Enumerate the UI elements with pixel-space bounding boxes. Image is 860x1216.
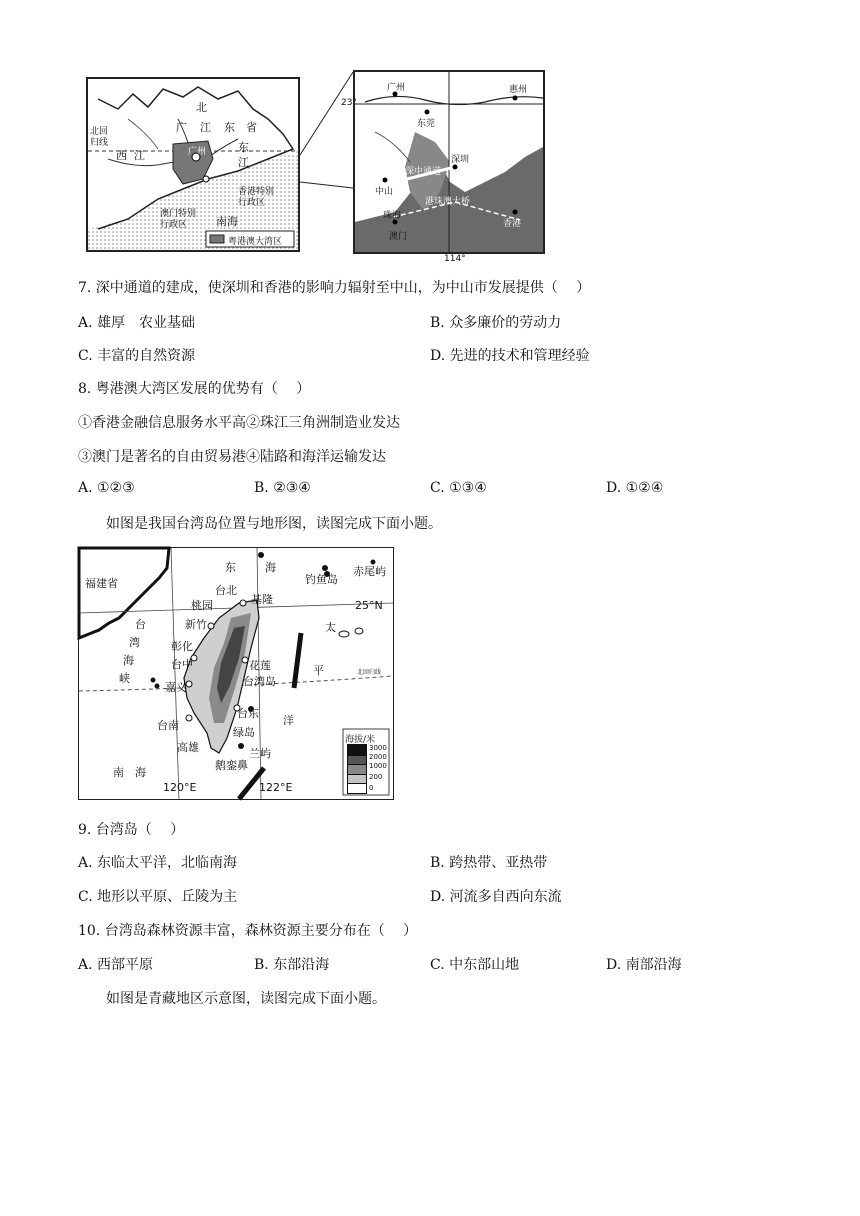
map-connector-lines — [200, 70, 360, 190]
q10-option-c[interactable]: C. 中东部山地 — [430, 957, 520, 973]
label-taidong: 台东 — [237, 707, 259, 720]
label-taiwandao: 台湾岛 — [243, 675, 276, 688]
label-zhongshan: 中山 — [375, 187, 394, 197]
label-strait-xia: 峡 — [119, 672, 130, 685]
label-pacific-ping: 平 — [313, 664, 324, 677]
label-jiang3: 江 — [134, 149, 145, 162]
label-jiang2: 江 — [238, 156, 249, 169]
label-tropic: 北回 归线 — [90, 127, 109, 148]
label-tropic: 北回归线 — [357, 669, 382, 676]
q10-option-a[interactable]: A. 西部平原 — [78, 957, 154, 973]
question-7-stem: 7. 深中通道的建成，使深圳和香港的影响力辐射至中山，为中山市发展提供（ ） — [78, 280, 591, 296]
label-25n: 25°N — [355, 599, 383, 612]
q7-option-a[interactable]: A. 雄厚 农业基础 — [78, 315, 196, 331]
label-huizhou: 惠州 — [509, 85, 528, 95]
label-122e: 122°E — [259, 781, 293, 794]
label-zhanghua: 彰化 — [171, 640, 193, 653]
qingzang-intro: 如图是青藏地区示意图，读图完成下面小题。 — [106, 991, 386, 1007]
label-guang: 广 — [176, 121, 187, 134]
label-nanhai-hai: 海 — [135, 766, 146, 779]
q7-option-c[interactable]: C. 丰富的自然资源 — [78, 348, 196, 364]
label-taibei: 台北 — [215, 584, 237, 597]
label-lvdao: 绿岛 — [233, 726, 255, 739]
legend-swatch — [348, 745, 366, 755]
label-shenzhong-tunnel: 深中通道 — [405, 167, 442, 177]
question-10-stem: 10. 台湾岛森林资源丰富，森林资源主要分布在（ ） — [78, 923, 418, 939]
label-lanyu: 兰屿 — [249, 747, 271, 760]
q7-option-b[interactable]: B. 众多廉价的劳动力 — [430, 315, 562, 331]
legend-tick-2000: 2000 — [369, 753, 387, 761]
label-hongkong: 香港特别 行政区 — [238, 187, 275, 208]
label-jilong: 基隆 — [251, 593, 273, 606]
legend-title: 海拔/米 — [345, 735, 376, 745]
question-8-stem: 8. 粤港澳大湾区发展的优势有（ ） — [78, 381, 311, 397]
label-hai: 海 — [265, 561, 276, 574]
label-pacific-tai: 太 — [325, 621, 336, 634]
label-diaoyu: 钓鱼岛 — [305, 573, 338, 586]
label-chiwei: 赤尾屿 — [353, 565, 386, 578]
label-hualian: 花莲 — [249, 659, 271, 672]
legend-tick-200: 200 — [369, 773, 383, 781]
label-taizhong: 台中 — [171, 658, 193, 671]
taiwan-map — [78, 547, 394, 800]
label-dong: 东 — [224, 121, 235, 134]
label-zhuhai: 珠海 — [383, 211, 402, 221]
legend-swatch — [348, 755, 366, 765]
label-dong: 东 — [225, 561, 236, 574]
label-macau: 澳门特别 行政区 — [160, 209, 197, 230]
label-dongguan: 东莞 — [417, 119, 436, 129]
label-hongkong: 香港 — [503, 219, 522, 229]
label-pacific-yang: 洋 — [283, 714, 294, 727]
label-gaoxiong: 高雄 — [177, 741, 199, 754]
label-xi: 西 — [116, 149, 127, 162]
question-9-stem: 9. 台湾岛（ ） — [78, 822, 185, 838]
q10-option-b[interactable]: B. 东部沿海 — [254, 957, 330, 973]
label-taoyuan: 桃园 — [191, 599, 213, 612]
q8-option-a[interactable]: A. ①②③ — [78, 480, 135, 496]
label-guangzhou: 广州 — [188, 147, 207, 157]
q9-option-a[interactable]: A. 东临太平洋，北临南海 — [78, 855, 238, 871]
label-120e: 120°E — [163, 781, 197, 794]
taiwan-intro: 如图是我国台湾岛位置与地形图，读图完成下面小题。 — [106, 516, 442, 532]
label-hzmb: 港珠澳大桥 — [425, 197, 471, 207]
label-xinzhu: 新竹 — [185, 618, 207, 631]
q9-option-b[interactable]: B. 跨热带、亚热带 — [430, 855, 548, 871]
q8-statement-line-2: ③澳门是著名的自由贸易港④陆路和海洋运输发达 — [78, 449, 386, 465]
label-dongjiang: 东 — [238, 141, 249, 154]
legend-bay-area: 粤港澳大湾区 — [228, 237, 283, 247]
legend-tick-3000: 3000 — [369, 744, 387, 752]
label-strait-hai: 海 — [123, 654, 134, 667]
legend-swatch — [348, 764, 366, 774]
label-sheng: 省 — [246, 121, 257, 134]
q8-option-c[interactable]: C. ①③④ — [430, 480, 487, 496]
label-nanhai-nan: 南 — [113, 766, 124, 779]
label-nanhai: 南海 — [216, 215, 238, 228]
pearl-river-delta-map — [341, 70, 545, 254]
label-lat-23: 23° — [341, 98, 357, 108]
q9-option-c[interactable]: C. 地形以平原、丘陵为主 — [78, 889, 238, 905]
q8-option-d[interactable]: D. ①②④ — [606, 480, 664, 496]
label-strait-tai: 台 — [135, 618, 146, 631]
label-jiang: 江 — [200, 121, 211, 134]
label-eluanbi: 鹅銮鼻 — [215, 759, 248, 772]
label-strait-wan: 湾 — [129, 636, 140, 649]
label-bei: 北 — [196, 101, 207, 114]
q7-option-d[interactable]: D. 先进的技术和管理经验 — [430, 348, 590, 364]
label-jiayi: 嘉义 — [165, 681, 187, 694]
label-guangzhou: 广州 — [387, 83, 406, 93]
legend-tick-0: 0 — [369, 784, 374, 792]
q9-option-d[interactable]: D. 河流多自西向东流 — [430, 889, 562, 905]
q10-option-d[interactable]: D. 南部沿海 — [606, 957, 682, 973]
q8-statement-line-1: ①香港金融信息服务水平高②珠江三角洲制造业发达 — [78, 415, 400, 431]
legend-swatch — [348, 783, 366, 793]
label-tainan: 台南 — [157, 719, 179, 732]
q8-option-b[interactable]: B. ②③④ — [254, 480, 311, 496]
legend-swatch — [348, 774, 366, 784]
legend-tick-1000: 1000 — [369, 762, 387, 770]
label-lon-114: 114° — [444, 254, 466, 264]
label-shenzhen: 深圳 — [451, 155, 470, 165]
label-fujian: 福建省 — [85, 577, 118, 590]
label-macau: 澳门 — [389, 232, 408, 242]
